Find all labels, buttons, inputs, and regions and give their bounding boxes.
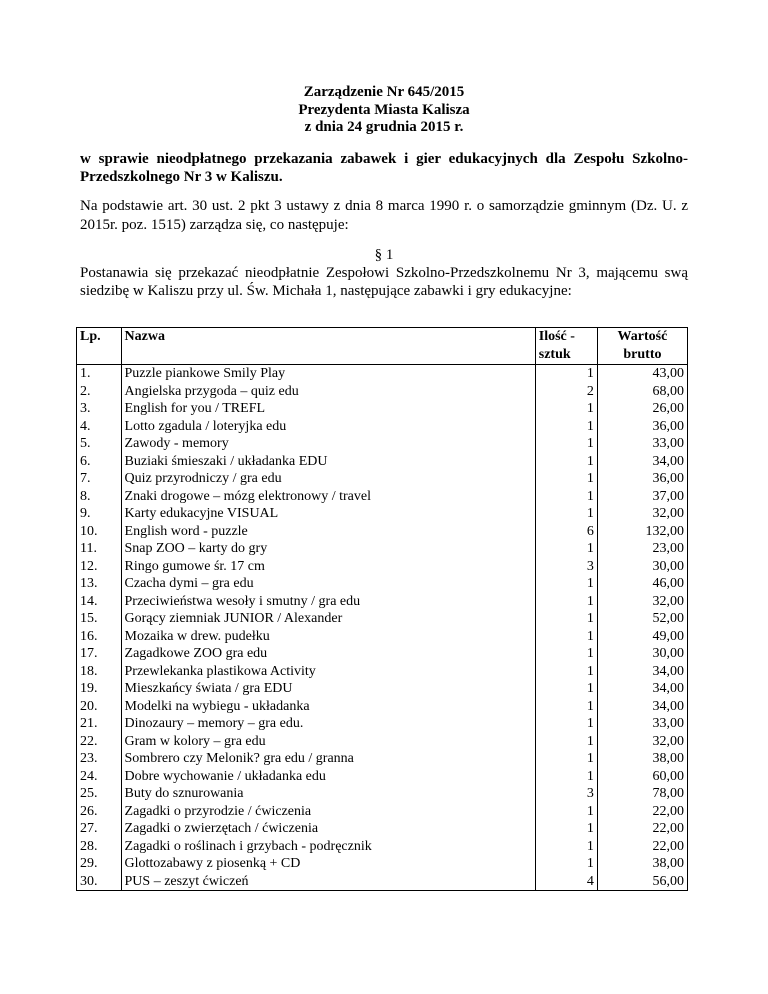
cell-wartosc: 32,00 bbox=[597, 593, 687, 611]
cell-nazwa: Buty do sznurowania bbox=[121, 785, 535, 803]
cell-nazwa: Znaki drogowe – mózg elektronowy / travel bbox=[121, 488, 535, 506]
cell-lp: 5. bbox=[77, 435, 122, 453]
cell-wartosc: 78,00 bbox=[597, 785, 687, 803]
cell-wartosc: 38,00 bbox=[597, 855, 687, 873]
cell-ilosc: 1 bbox=[535, 715, 597, 733]
cell-lp: 16. bbox=[77, 628, 122, 646]
cell-wartosc: 34,00 bbox=[597, 698, 687, 716]
cell-nazwa: Czacha dymi – gra edu bbox=[121, 575, 535, 593]
cell-ilosc: 1 bbox=[535, 733, 597, 751]
table-row bbox=[77, 645, 688, 663]
table-row bbox=[77, 873, 688, 891]
cell-wartosc: 36,00 bbox=[597, 418, 687, 436]
order-date: z dnia 24 grudnia 2015 r. bbox=[304, 119, 464, 135]
cell-ilosc: 1 bbox=[535, 838, 597, 856]
cell-ilosc: 1 bbox=[535, 505, 597, 523]
cell-wartosc: 36,00 bbox=[597, 470, 687, 488]
cell-lp: 27. bbox=[77, 820, 122, 838]
table-row bbox=[77, 855, 688, 873]
cell-wartosc: 56,00 bbox=[597, 873, 687, 891]
cell-lp: 19. bbox=[77, 680, 122, 698]
cell-lp: 25. bbox=[77, 785, 122, 803]
table-row bbox=[77, 785, 688, 803]
cell-lp: 14. bbox=[77, 593, 122, 611]
cell-nazwa: Dinozaury – memory – gra edu. bbox=[121, 715, 535, 733]
cell-nazwa: Glottozabawy z piosenką + CD bbox=[121, 855, 535, 873]
cell-wartosc: 49,00 bbox=[597, 628, 687, 646]
cell-nazwa: Przeciwieństwa wesoły i smutny / gra edu bbox=[121, 593, 535, 611]
cell-wartosc: 60,00 bbox=[597, 768, 687, 786]
table-row bbox=[77, 383, 688, 401]
cell-ilosc: 1 bbox=[535, 575, 597, 593]
cell-nazwa: Zagadki o przyrodzie / ćwiczenia bbox=[121, 803, 535, 821]
cell-wartosc: 52,00 bbox=[597, 610, 687, 628]
table-row bbox=[77, 838, 688, 856]
table-row bbox=[77, 715, 688, 733]
table-row bbox=[77, 733, 688, 751]
cell-ilosc: 6 bbox=[535, 523, 597, 541]
cell-lp: 24. bbox=[77, 768, 122, 786]
cell-lp: 13. bbox=[77, 575, 122, 593]
cell-lp: 29. bbox=[77, 855, 122, 873]
cell-ilosc: 1 bbox=[535, 698, 597, 716]
cell-lp: 12. bbox=[77, 558, 122, 576]
cell-lp: 11. bbox=[77, 540, 122, 558]
cell-wartosc: 22,00 bbox=[597, 838, 687, 856]
cell-ilosc: 1 bbox=[535, 768, 597, 786]
table-row bbox=[77, 523, 688, 541]
cell-wartosc: 22,00 bbox=[597, 820, 687, 838]
cell-nazwa: Angielska przygoda – quiz edu bbox=[121, 383, 535, 401]
cell-ilosc: 1 bbox=[535, 435, 597, 453]
cell-wartosc: 46,00 bbox=[597, 575, 687, 593]
cell-ilosc: 1 bbox=[535, 820, 597, 838]
cell-nazwa: Karty edukacyjne VISUAL bbox=[121, 505, 535, 523]
table-row bbox=[77, 453, 688, 471]
cell-ilosc: 1 bbox=[535, 855, 597, 873]
cell-nazwa: Mieszkańcy świata / gra EDU bbox=[121, 680, 535, 698]
cell-nazwa: Mozaika w drew. pudełku bbox=[121, 628, 535, 646]
table-row bbox=[77, 680, 688, 698]
table-row bbox=[77, 803, 688, 821]
cell-nazwa: Snap ZOO – karty do gry bbox=[121, 540, 535, 558]
table-row bbox=[77, 750, 688, 768]
cell-ilosc: 2 bbox=[535, 383, 597, 401]
cell-lp: 2. bbox=[77, 383, 122, 401]
paragraph-number: § 1 bbox=[374, 247, 394, 263]
table-row bbox=[77, 768, 688, 786]
cell-lp: 28. bbox=[77, 838, 122, 856]
cell-nazwa: Zawody - memory bbox=[121, 435, 535, 453]
cell-nazwa: Puzzle piankowe Smily Play bbox=[121, 365, 535, 383]
cell-wartosc: 34,00 bbox=[597, 680, 687, 698]
cell-nazwa: Buziaki śmieszaki / układanka EDU bbox=[121, 453, 535, 471]
header-ilosc: Ilość - sztuk bbox=[535, 328, 597, 365]
cell-wartosc: 34,00 bbox=[597, 453, 687, 471]
cell-lp: 17. bbox=[77, 645, 122, 663]
cell-lp: 21. bbox=[77, 715, 122, 733]
cell-ilosc: 3 bbox=[535, 785, 597, 803]
cell-nazwa: Zagadkowe ZOO gra edu bbox=[121, 645, 535, 663]
cell-wartosc: 26,00 bbox=[597, 400, 687, 418]
cell-lp: 8. bbox=[77, 488, 122, 506]
header-wartosc: Wartość brutto bbox=[597, 328, 687, 365]
cell-wartosc: 33,00 bbox=[597, 435, 687, 453]
table-row bbox=[77, 400, 688, 418]
cell-lp: 30. bbox=[77, 873, 122, 891]
cell-ilosc: 1 bbox=[535, 418, 597, 436]
table-row bbox=[77, 628, 688, 646]
cell-lp: 6. bbox=[77, 453, 122, 471]
cell-ilosc: 1 bbox=[535, 628, 597, 646]
table-row bbox=[77, 418, 688, 436]
cell-ilosc: 1 bbox=[535, 663, 597, 681]
cell-nazwa: Zagadki o roślinach i grzybach - podręcznik bbox=[121, 838, 535, 856]
table-row bbox=[77, 593, 688, 611]
table-row bbox=[77, 610, 688, 628]
cell-nazwa: Zagadki o zwierzętach / ćwiczenia bbox=[121, 820, 535, 838]
cell-wartosc: 68,00 bbox=[597, 383, 687, 401]
cell-nazwa: Gram w kolory – gra edu bbox=[121, 733, 535, 751]
cell-nazwa: Lotto zgadula / loteryjka edu bbox=[121, 418, 535, 436]
cell-nazwa: Quiz przyrodniczy / gra edu bbox=[121, 470, 535, 488]
cell-lp: 7. bbox=[77, 470, 122, 488]
decision-text: Postanawia się przekazać nieodpłatnie Zespołowi Szkolno-Przedszkolnemu Nr 3, mającemu swą siedzibę w Kaliszu przy ul. Św. Michała 1, następujące zabawki i gry edukacyjne: bbox=[80, 265, 688, 299]
table-row bbox=[77, 505, 688, 523]
cell-ilosc: 1 bbox=[535, 645, 597, 663]
cell-lp: 4. bbox=[77, 418, 122, 436]
table-row bbox=[77, 540, 688, 558]
cell-nazwa: Dobre wychowanie / układanka edu bbox=[121, 768, 535, 786]
table-row bbox=[77, 698, 688, 716]
cell-nazwa: Gorący ziemniak JUNIOR / Alexander bbox=[121, 610, 535, 628]
header-lp: Lp. bbox=[77, 328, 122, 365]
legal-basis: Na podstawie art. 30 ust. 2 pkt 3 ustawy z dnia 8 marca 1990 r. o samorządzie gminnym (Dz. U. z 2015r. poz. 1515) zarządza się, co następuje: bbox=[80, 198, 688, 233]
cell-lp: 15. bbox=[77, 610, 122, 628]
cell-wartosc: 22,00 bbox=[597, 803, 687, 821]
cell-ilosc: 1 bbox=[535, 540, 597, 558]
cell-lp: 3. bbox=[77, 400, 122, 418]
cell-nazwa: Modelki na wybiegu - układanka bbox=[121, 698, 535, 716]
table-row bbox=[77, 663, 688, 681]
cell-lp: 10. bbox=[77, 523, 122, 541]
cell-nazwa: Przewlekanka plastikowa Activity bbox=[121, 663, 535, 681]
cell-ilosc: 1 bbox=[535, 803, 597, 821]
cell-lp: 20. bbox=[77, 698, 122, 716]
document-subject: w sprawie nieodpłatnego przekazania zabawek i gier edukacyjnych dla Zespołu Szkolno-Przedszkolnego Nr 3 w Kaliszu. bbox=[80, 151, 688, 185]
table-body bbox=[77, 365, 688, 891]
table-row bbox=[77, 558, 688, 576]
cell-ilosc: 1 bbox=[535, 750, 597, 768]
table-row bbox=[77, 488, 688, 506]
cell-ilosc: 1 bbox=[535, 680, 597, 698]
cell-ilosc: 4 bbox=[535, 873, 597, 891]
cell-wartosc: 43,00 bbox=[597, 365, 687, 383]
cell-wartosc: 37,00 bbox=[597, 488, 687, 506]
cell-wartosc: 30,00 bbox=[597, 558, 687, 576]
order-number: Zarządzenie Nr 645/2015 bbox=[303, 84, 465, 100]
cell-lp: 23. bbox=[77, 750, 122, 768]
table-row bbox=[77, 470, 688, 488]
cell-wartosc: 32,00 bbox=[597, 733, 687, 751]
cell-nazwa: English word - puzzle bbox=[121, 523, 535, 541]
table-row bbox=[77, 365, 688, 383]
cell-nazwa: English for you / TREFL bbox=[121, 400, 535, 418]
document-header bbox=[0, 84, 768, 137]
table-row bbox=[77, 820, 688, 838]
cell-ilosc: 1 bbox=[535, 610, 597, 628]
cell-nazwa: Ringo gumowe śr. 17 cm bbox=[121, 558, 535, 576]
table-row bbox=[77, 575, 688, 593]
cell-ilosc: 1 bbox=[535, 365, 597, 383]
cell-wartosc: 34,00 bbox=[597, 663, 687, 681]
cell-wartosc: 30,00 bbox=[597, 645, 687, 663]
cell-lp: 26. bbox=[77, 803, 122, 821]
table-header-row bbox=[77, 328, 688, 365]
cell-ilosc: 1 bbox=[535, 470, 597, 488]
cell-nazwa: Sombrero czy Melonik? gra edu / granna bbox=[121, 750, 535, 768]
cell-ilosc: 3 bbox=[535, 558, 597, 576]
table-row bbox=[77, 435, 688, 453]
cell-ilosc: 1 bbox=[535, 488, 597, 506]
cell-wartosc: 32,00 bbox=[597, 505, 687, 523]
cell-wartosc: 38,00 bbox=[597, 750, 687, 768]
cell-lp: 1. bbox=[77, 365, 122, 383]
items-table bbox=[76, 327, 688, 891]
cell-wartosc: 23,00 bbox=[597, 540, 687, 558]
cell-ilosc: 1 bbox=[535, 453, 597, 471]
cell-wartosc: 33,00 bbox=[597, 715, 687, 733]
issuer: Prezydenta Miasta Kalisza bbox=[298, 101, 470, 118]
cell-nazwa: PUS – zeszyt ćwiczeń bbox=[121, 873, 535, 891]
cell-ilosc: 1 bbox=[535, 400, 597, 418]
cell-lp: 22. bbox=[77, 733, 122, 751]
cell-wartosc: 132,00 bbox=[597, 523, 687, 541]
cell-ilosc: 1 bbox=[535, 593, 597, 611]
header-nazwa: Nazwa bbox=[121, 328, 535, 365]
cell-lp: 9. bbox=[77, 505, 122, 523]
cell-lp: 18. bbox=[77, 663, 122, 681]
